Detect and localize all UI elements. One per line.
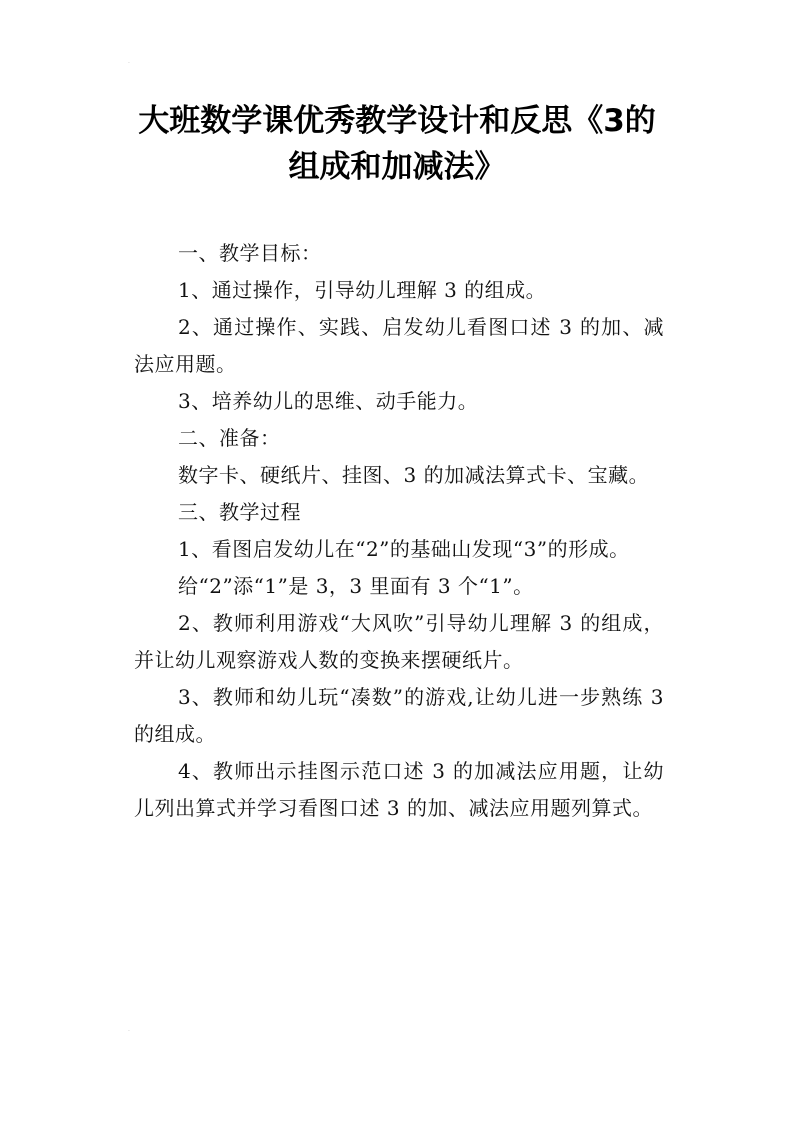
section-heading: 一、教学目标： [178,241,322,265]
document-title [108,98,686,190]
body-paragraph: 2、教师利用游戏“大风吹”引导幼儿理解 3 的组成，并让幼儿观察游戏人数的变换来摆硬纸片。 [134,611,664,672]
corner-crop-mark: · [128,60,130,67]
document-title-line: 大班数学课优秀教学设计和反思《3的 [138,103,656,139]
body-paragraph: 2、通过操作、实践、启发幼儿看图口述 3 的加、减法应用题。 [134,315,664,376]
document-body [134,235,664,827]
body-paragraph: 1、通过操作，引导幼儿理解 3 的组成。 [178,278,547,302]
body-paragraph: 1、看图启发幼儿在“2”的基础山发现“3”的形成。 [178,537,630,561]
body-paragraph: 3、教师和幼儿玩“凑数”的游戏,让幼儿进一步熟练 3 的组成。 [134,685,664,746]
body-paragraph: 给“2”添“1”是 3，3 里面有 3 个“1”。 [178,574,534,598]
section-heading: 三、教学过程 [178,500,301,524]
section-heading: 二、准备： [178,426,281,450]
body-paragraph: 3、培养幼儿的思维、动手能力。 [178,389,479,413]
body-paragraph: 数字卡、硬纸片、挂图、3 的加减法算式卡、宝藏。 [178,463,650,487]
corner-crop-mark: · [128,1028,130,1035]
document-title-line: 组成和加减法》 [288,149,506,185]
body-paragraph: 4、教师出示挂图示范口述 3 的加减法应用题，让幼儿列出算式并学习看图口述 3 的加、减法应用题列算式。 [134,759,664,820]
